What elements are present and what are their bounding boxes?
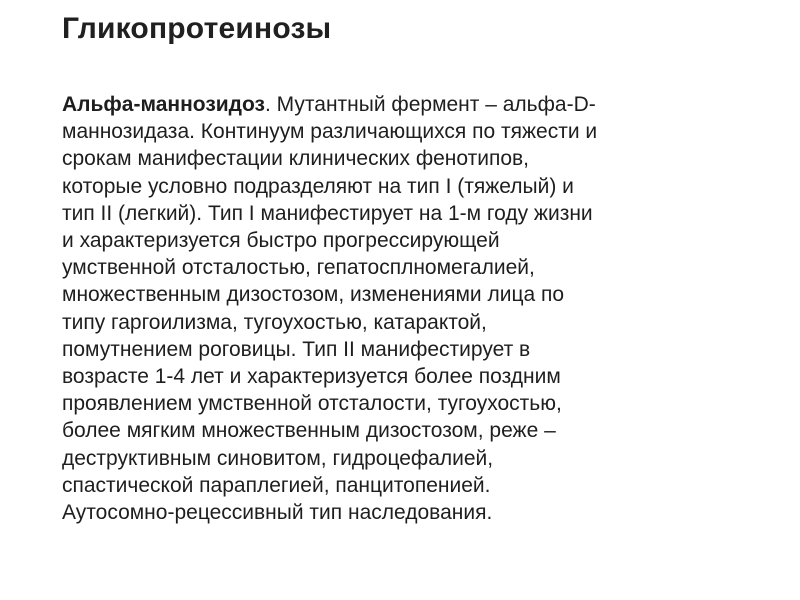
text-line: тип II (легкий). Тип I манифестирует на 1-м году жизни <box>62 201 593 225</box>
text-line: которые условно подразделяют на тип I (тяжелый) и <box>62 174 574 198</box>
text-line: Аутосомно-рецессивный тип наследования. <box>62 501 493 525</box>
text-line: типу гаргоилизма, тугоухостью, катарактой, <box>62 310 487 334</box>
text-line: возрасте 1-4 лет и характеризуется более поздним <box>62 365 561 389</box>
text-line: помутнением роговицы. Тип II манифестирует в <box>62 337 531 361</box>
text-line: спастической параплегией, панцитопенией. <box>62 473 491 497</box>
text-line: и характеризуется быстро прогрессирующей <box>62 229 500 253</box>
text-line <box>62 91 742 118</box>
slide-title: Гликопротеинозы <box>62 12 332 45</box>
term-heading: Альфа-маннозидоз <box>62 93 265 116</box>
text-line: множественным дизостозом, изменениями лица по <box>62 283 565 307</box>
text-line: срокам манифестации клинических фенотипов, <box>62 147 530 171</box>
text-line-continuation: . Мутантный фермент – альфа-D- <box>265 93 596 116</box>
text-line: умственной отсталостью, гепатосплномегалией, <box>62 256 535 280</box>
text-line: деструктивным синовитом, гидроцефалией, <box>62 446 494 470</box>
text-line: маннозидаза. Континуум различающихся по тяжести и <box>62 120 598 144</box>
text-line: более мягким множественным дизостозом, реже – <box>62 419 556 443</box>
slide-body-text <box>62 91 742 526</box>
text-line: проявлением умственной отсталости, тугоухостью, <box>62 392 562 416</box>
